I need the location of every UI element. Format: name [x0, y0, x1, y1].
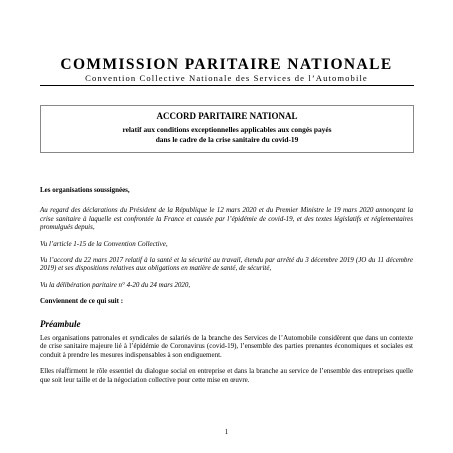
- agreement-subject-line-1: relatif aux conditions exceptionnelles applicables aux congés payés: [122, 125, 332, 134]
- page-number: 1: [224, 428, 229, 436]
- masthead: [0, 56, 453, 83]
- preamble-paragraph-1: Les organisations patronales et syndicales de salariés de la branche des Services de l’Automobile considèrent que dans un contexte de crise sanitaire majeure lié à l’épidémie de Coronavirus (covid-19), l’ensemble des parties prenantes économiques et sociales est conduit à prendre les mesures indispensables à son endiguement.: [40, 334, 413, 359]
- org-subtitle: Convention Collective Nationale des Services de l’Automobile: [85, 73, 368, 83]
- signatories-line: Les organisations soussignées,: [40, 186, 130, 194]
- agreed-line: Conviennent de ce qui suit :: [40, 297, 124, 306]
- header-rule: [40, 85, 414, 86]
- preamble-heading: Préambule: [40, 318, 81, 329]
- document-body: [40, 186, 413, 384]
- agreement-subject-line-2: dans le cadre de la crise sanitaire du covid-19: [155, 135, 299, 144]
- preamble-paragraph-2: Elles réaffirment le rôle essentiel du dialogue social en entreprise et dans la branche au service de l’ensemble des entreprises quelle que soit leur taille et de la négociation collective pour cette mise en œuvre.: [40, 367, 413, 384]
- considerant-article: Vu l’article 1-15 de la Convention Collective,: [40, 239, 168, 248]
- considerant-accord: Vu l’accord du 22 mars 2017 relatif à la santé et la sécurité au travail, étendu par arrêté du 3 décembre 2019 (JO du 11 décembre 2019) et ses dispositions relatives aux obligations en matière de santé, de sécurité,: [40, 256, 413, 273]
- considerant-declarations: Au regard des déclarations du Président de la République le 12 mars 2020 et du Premier Ministre le 19 mars 2020 annonçant la crise sanitaire à laquelle est confrontée la France et causée par l’épidémie de covid-19, et des textes législatifs et réglementaires promulgués depuis,: [40, 206, 413, 232]
- agreement-title-box: [40, 105, 414, 153]
- org-title: COMMISSION PARITAIRE NATIONALE: [60, 56, 393, 73]
- agreement-title: ACCORD PARITAIRE NATIONAL: [156, 111, 298, 121]
- considerant-deliberation: Vu la délibération paritaire n° 4-20 du 24 mars 2020,: [40, 280, 191, 289]
